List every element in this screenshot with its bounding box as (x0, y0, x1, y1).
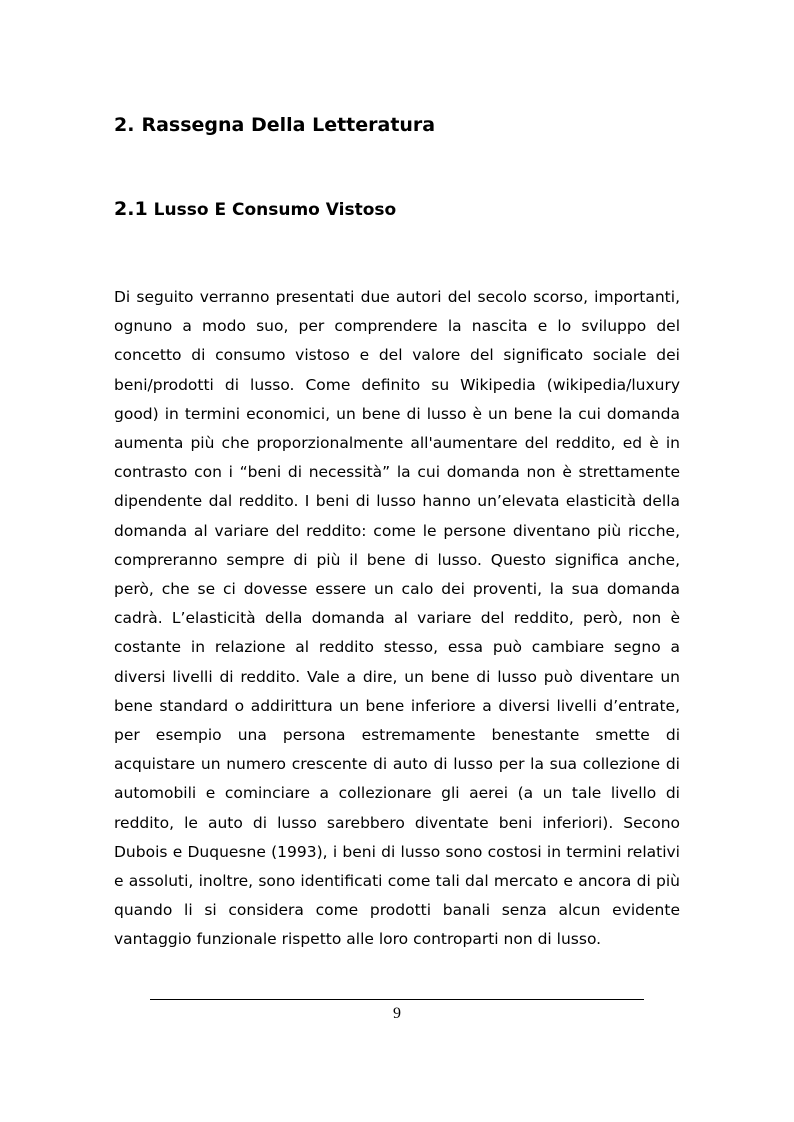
section-heading (114, 194, 396, 223)
chapter-number: 2. (114, 114, 135, 136)
body-paragraph: Di seguito verranno presentati due autori del secolo scorso, importanti, ognuno a modo suo, per comprendere la nascita e lo sviluppo del concetto di consumo vistoso e del valore del significato sociale dei beni/prodotti di lusso. Come definito su Wikipedia (wikipedia/luxury good) in termini economici, un bene di lusso è un bene la cui domanda aumenta più che proporzionalmente all'aumentare del reddito, ed è in contrasto con i “beni di necessità” la cui domanda non è strettamente dipendente dal reddito. I beni di lusso hanno un’elevata elasticità della domanda al variare del reddito: come le persone diventano più ricche, compreranno sempre di più il bene di lusso. Questo significa anche, però, che se ci dovesse essere un calo dei proventi, la sua domanda cadrà. L’elasticità della domanda al variare del reddito, però, non è costante in relazione al reddito stesso, essa può cambiare segno a diversi livelli di reddito. Vale a dire, un bene di lusso può diventare un bene standard o addirittura un bene inferiore a diversi livelli d’entrate, per esempio una persona estremamente benestante smette di acquistare un numero crescente di auto di lusso per la sua collezione di automobili e cominciare a collezionare gli aerei (a un tale livello di reddito, le auto di lusso sarebbero diventate beni inferiori). Secono Dubois e Duquesne (1993), i beni di lusso sono costosi in termini relativi e assoluti, inoltre, sono identificati come tali dal mercato e ancora di più quando li si considera come prodotti banali senza alcun evidente vantaggio funzionale rispetto alle loro controparti non di lusso. (114, 288, 680, 949)
footer-divider (150, 999, 644, 1000)
section-number: 2.1 (114, 198, 148, 220)
section-title: Lusso E Consumo Vistoso (153, 200, 397, 220)
chapter-title: Rassegna Della Letteratura (141, 114, 436, 136)
chapter-heading (114, 112, 435, 138)
page-number: 9 (393, 1005, 401, 1022)
